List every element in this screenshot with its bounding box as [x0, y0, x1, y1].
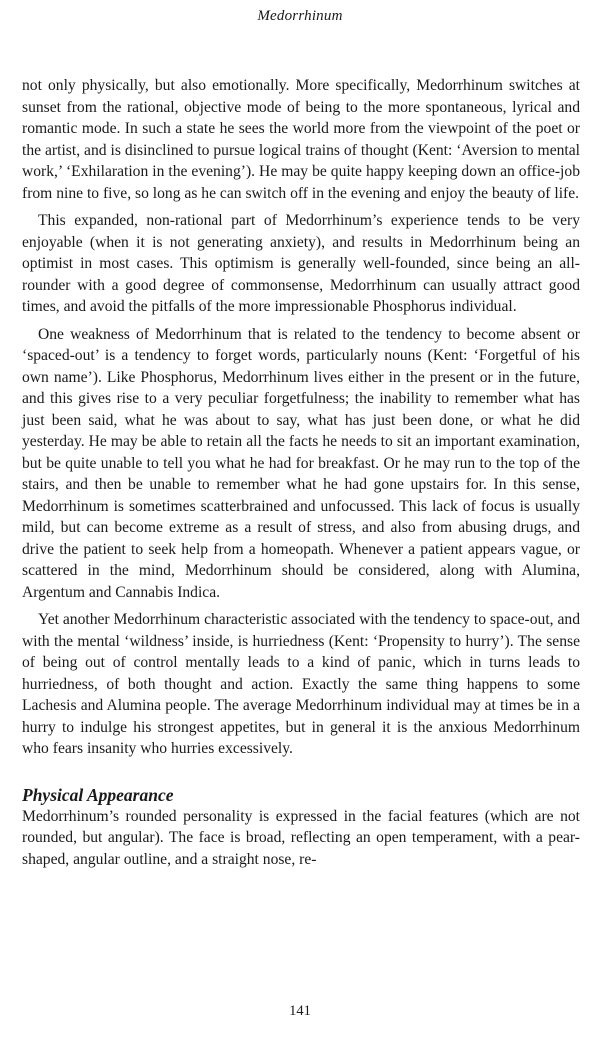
paragraph-continued: not only physically, but also emotionally. More specifically, Medorrhinum switches at sunset from the rational, objective mode of being to the more spontaneous, lyrical and romantic mode. In such a state he sees the world more from the viewpoint of the poet or the artist, and is disinclined to pursue logical trains of thought (Kent: ‘Aversion to mental work,’ ‘Exhilaration in the evening’). He may be quite happy keeping down an office-job from nine to five, so long as he can switch off in the evening and enjoy the beauty of life.: [22, 77, 580, 202]
body-text: [22, 75, 580, 876]
paragraph-optimism: This expanded, non-rational part of Medorrhinum’s experience tends to be very enjoyable (when it is not generating anxiety), and results in Medorrhinum being an optimist in most cases. This optimism is generally well-founded, since being an all-rounder with a good degree of commonsense, Medorrhinum can usually attract good times, and avoid the pitfalls of the more impressionable Phosphorus individual.: [22, 212, 580, 315]
paragraph-physical-appearance: Medorrhinum’s rounded personality is expressed in the facial features (which are not rounded, but angular). The face is broad, reflecting an open temperament, with a pear-shaped, angular outline, and a straight nose, re-: [22, 807, 580, 868]
running-title: Medorrhinum: [257, 8, 343, 24]
page-number: 141: [289, 1003, 311, 1019]
paragraph-hurriedness: Yet another Medorrhinum characteristic associated with the tendency to space-out, and with the mental ‘wildness’ inside, is hurriedness (Kent: ‘Propensity to hurry’). The sense of being out of control mentally leads to a kind of panic, which in turns leads to hurriedness, of both thought and action. Exactly the same thing happens to some Lachesis and Alumina people. The average Medorrhinum individual may at times be in a hurry to indulge his strongest appetites, but in general it is the anxious Medorrhinum who fears insanity who hurries excessively.: [22, 611, 580, 757]
paragraph-forgetfulness: One weakness of Medorrhinum that is related to the tendency to become absent or ‘spaced-out’ is a tendency to forget words, particularly nouns (Kent: ‘Forgetful of his own name’). Like Phosphorus, Medorrhinum lives either in the present or in the future, and this gives rise to a very peculiar forgetfulness; the inability to remember what has just been said, what he was about to say, what has just been done, or what he did yesterday. He may be able to retain all the facts he needs to sit an important examination, but be quite unable to tell you what he had for breakfast. Or he may run to the top of the stairs, and then be unable to remember what he had gone upstairs for. In this sense, Medorrhinum is sometimes scatterbrained and unfocussed. This lack of focus is usually mild, but can become extreme as a result of stress, and also from abusing drugs, and drive the patient to seek help from a homeopath. Whenever a patient appears vague, or scattered in the mind, Medorrhinum should be considered, along with Alumina, Argentum and Cannabis Indica.: [22, 325, 580, 601]
section-heading-physical-appearance: Physical Appearance: [22, 784, 174, 805]
